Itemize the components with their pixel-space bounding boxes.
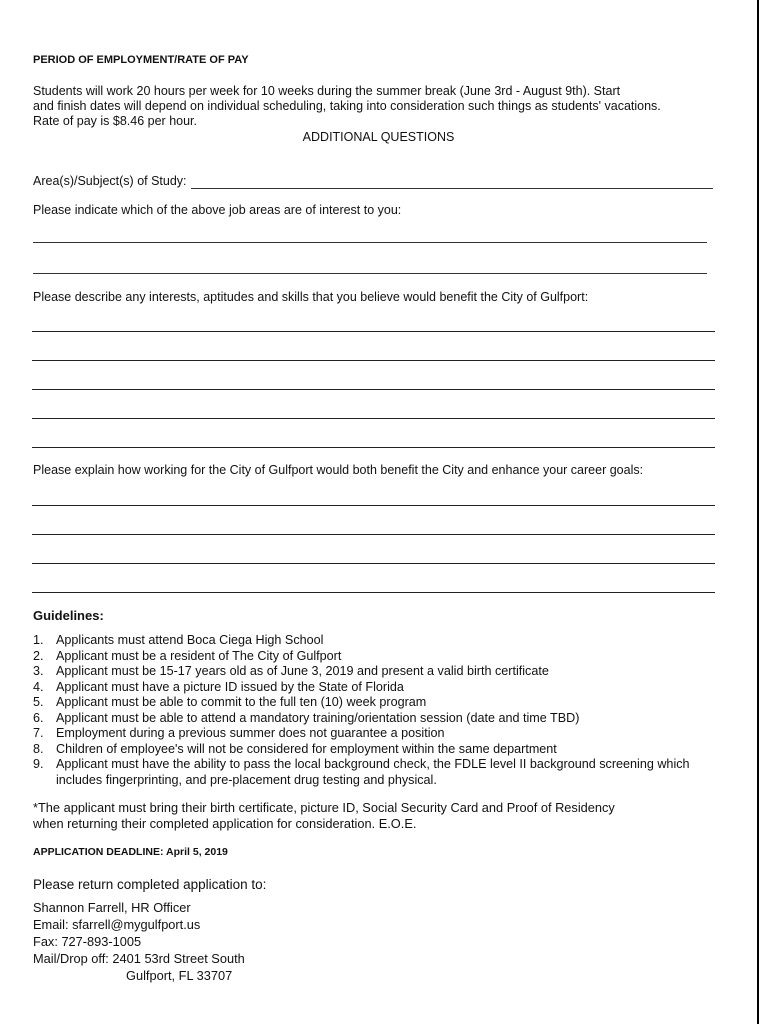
- guideline-item: 9. Applicant must have the ability to pass the local background check, the FDLE level II background screening which includes fingerprinting, and pre-placement drug testing and physical.: [33, 757, 690, 787]
- skills-answer-line-2[interactable]: [32, 360, 715, 361]
- job-interest-prompt: Please indicate which of the above job areas are of interest to you:: [33, 203, 402, 217]
- guidelines-list: [33, 633, 733, 788]
- guideline-item: 3. Applicant must be 15-17 years old as of June 3, 2019 and present a valid birth certificate: [33, 664, 549, 678]
- skills-answer-line-1[interactable]: [32, 331, 715, 332]
- career-answer-line-1[interactable]: [32, 505, 715, 506]
- skills-answer-line-4[interactable]: [32, 418, 715, 419]
- deadline-label: APPLICATION DEADLINE:: [33, 846, 164, 858]
- guideline-item: 7. Employment during a previous summer does not guarantee a position: [33, 726, 445, 740]
- mail-city: Gulfport, FL 33707: [126, 968, 233, 983]
- hr-email: Email: sfarrell@mygulfport.us: [33, 917, 201, 932]
- return-heading: Please return completed application to:: [33, 877, 267, 892]
- guidelines-heading: Guidelines:: [33, 608, 104, 623]
- hr-fax: Fax: 727-893-1005: [33, 934, 142, 949]
- mail-address: Mail/Drop off: 2401 53rd Street South: [33, 951, 245, 966]
- period-text-line1: Students will work 20 hours per week for 10 weeks during the summer break (June 3rd - August 9th). Start: [33, 84, 621, 98]
- application-deadline: [33, 846, 228, 858]
- job-interest-line-2[interactable]: [33, 263, 707, 274]
- skills-answer-line-3[interactable]: [32, 389, 715, 390]
- career-answer-line-3[interactable]: [32, 563, 715, 564]
- area-of-study-label: Area(s)/Subject(s) of Study:: [33, 174, 187, 188]
- period-text-line3: Rate of pay is $8.46 per hour.: [33, 114, 197, 128]
- period-text-line2: and finish dates will depend on individual scheduling, taking into consideration such things as students' vacations.: [33, 99, 661, 113]
- deadline-date: April 5, 2019: [166, 846, 228, 858]
- documents-note-line2: when returning their completed application for consideration. E.O.E.: [33, 816, 417, 831]
- area-of-study-field[interactable]: [191, 174, 713, 189]
- skills-answer-line-5[interactable]: [32, 447, 715, 448]
- period-heading: PERIOD OF EMPLOYMENT/RATE OF PAY: [33, 54, 249, 66]
- documents-note-line1: *The applicant must bring their birth certificate, picture ID, Social Security Card and Proof of Residency: [33, 800, 615, 815]
- skills-prompt: Please describe any interests, aptitudes and skills that you believe would benefit the City of Gulfport:: [33, 290, 589, 304]
- hr-officer-name: Shannon Farrell, HR Officer: [33, 900, 191, 915]
- guideline-item: 1. Applicants must attend Boca Ciega High School: [33, 633, 324, 647]
- guideline-item: 4. Applicant must have a picture ID issued by the State of Florida: [33, 679, 404, 694]
- career-answer-line-2[interactable]: [32, 534, 715, 535]
- additional-questions-heading: ADDITIONAL QUESTIONS: [302, 130, 455, 144]
- job-interest-line-1[interactable]: [33, 232, 707, 243]
- career-answer-line-4[interactable]: [32, 592, 715, 593]
- guideline-item: 5. Applicant must be able to commit to the full ten (10) week program: [33, 695, 427, 709]
- career-prompt: Please explain how working for the City of Gulfport would both benefit the City and enhance your career goals:: [33, 463, 644, 477]
- guideline-item: 8. Children of employee's will not be considered for employment within the same department: [33, 741, 557, 756]
- guideline-item: 2. Applicant must be a resident of The City of Gulfport: [33, 648, 342, 663]
- page-edge-border: [757, 0, 759, 1024]
- guideline-item: 6. Applicant must be able to attend a mandatory training/orientation session (date and time TBD): [33, 710, 580, 725]
